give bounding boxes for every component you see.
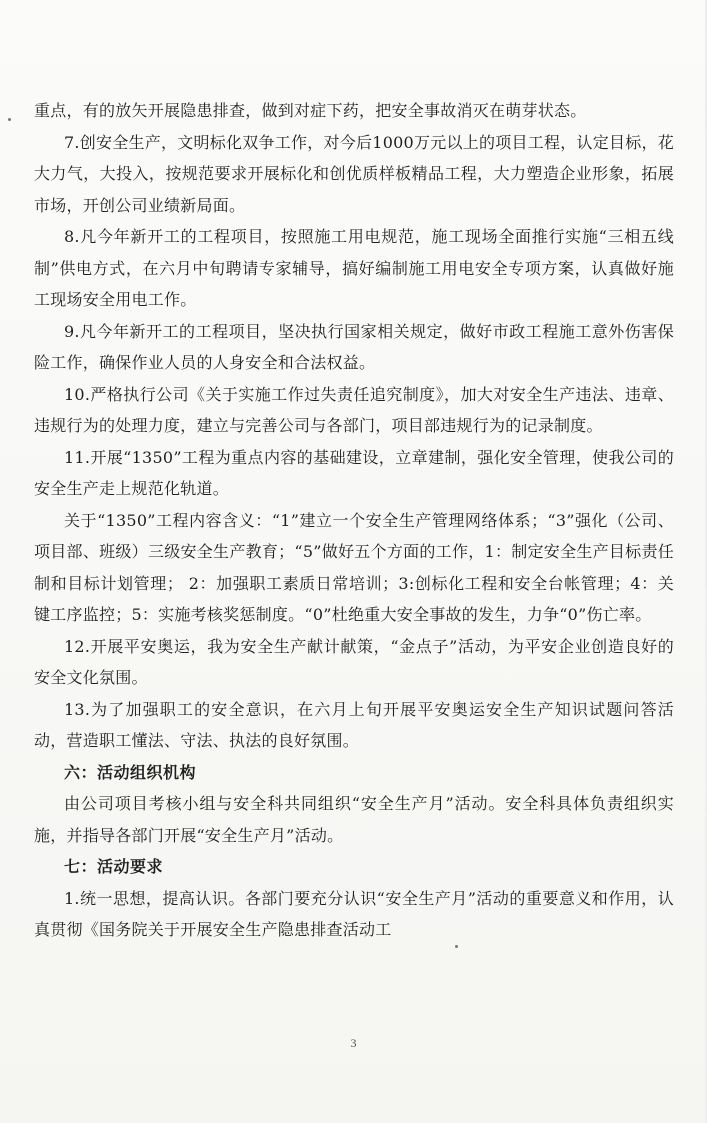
page-number: 3 bbox=[350, 1036, 357, 1050]
scan-speck bbox=[455, 945, 458, 948]
paragraph-item-11: 11.开展“1350”工程为重点内容的基础建设，立章建制，强化安全管理，使我公司的安全生产走上规范化轨道。 bbox=[34, 447, 674, 498]
paragraph-item-9: 9.凡今年新开工的工程项目，坚决执行国家相关规定，做好市政工程施工意外伤害保险工作，确保作业人员的人身安全和合法权益。 bbox=[34, 321, 674, 372]
section-6-heading: 六：活动组织机构 bbox=[64, 762, 197, 782]
paragraph-continuation: 重点，有的放矢开展隐患排查，做到对症下药，把安全事故消灭在萌芽状态。 bbox=[34, 101, 587, 120]
paragraph-item-13: 13.为了加强职工的安全意识，在六月上旬开展平安奥运安全生产知识试题问答活动，营造职工懂法、守法、执法的良好氛围。 bbox=[34, 699, 674, 750]
scan-speck bbox=[8, 118, 11, 121]
section-7-heading: 七：活动要求 bbox=[64, 857, 164, 876]
paragraph-item-10: 10.严格执行公司《关于实施工作过失责任追究制度》，加大对安全生产违法、违章、违规行为的处理力度，建立与完善公司与各部门，项目部违规行为的记录制度。 bbox=[34, 384, 674, 435]
paragraph-item-12: 12.开展平安奥运，我为安全生产献计献策，“金点子”活动，为平安企业创造良好的安全文化氛围。 bbox=[34, 636, 674, 687]
section-6-body: 由公司项目考核小组与安全科共同组织“安全生产月”活动。安全科具体负责组织实施，并指导各部门开展“安全生产月”活动。 bbox=[34, 794, 674, 845]
paragraph-item-7: 7.创安全生产，文明标化双争工作，对今后1000万元以上的项目工程，认定目标，花大力气，大投入，按规范要求开展标化和创优质样板精品工程，大力塑造企业形象，拓展市场，开创公司业绩新局面。 bbox=[34, 132, 674, 215]
document-body bbox=[34, 95, 674, 946]
section-7-body: 1.统一思想，提高认识。各部门要充分认识“安全生产月”活动的重要意义和作用，认真贯彻《国务院关于开展安全生产隐患排查活动工 bbox=[34, 888, 674, 939]
paragraph-item-8: 8.凡今年新开工的工程项目，按照施工用电规范，施工现场全面推行实施“三相五线制”供电方式，在六月中旬聘请专家辅导，搞好编制施工用电安全专项方案，认真做好施工现场安全用电工作。 bbox=[34, 227, 674, 309]
paragraph-1350-explanation: 关于“1350”工程内容含义：“1”建立一个安全生产管理网络体系；“3”强化（公司、项目部、班级）三级安全生产教育；“5”做好五个方面的工作，1：制定安全生产目标责任制和目标计划管理； 2：加强职工素质日常培训；3:创标化工程和安全台帐管理；4：关键工序监控；5：实施考核奖惩制度。“0”杜绝重大安全事故的发生，力争“0”伤亡率。 bbox=[34, 510, 674, 624]
